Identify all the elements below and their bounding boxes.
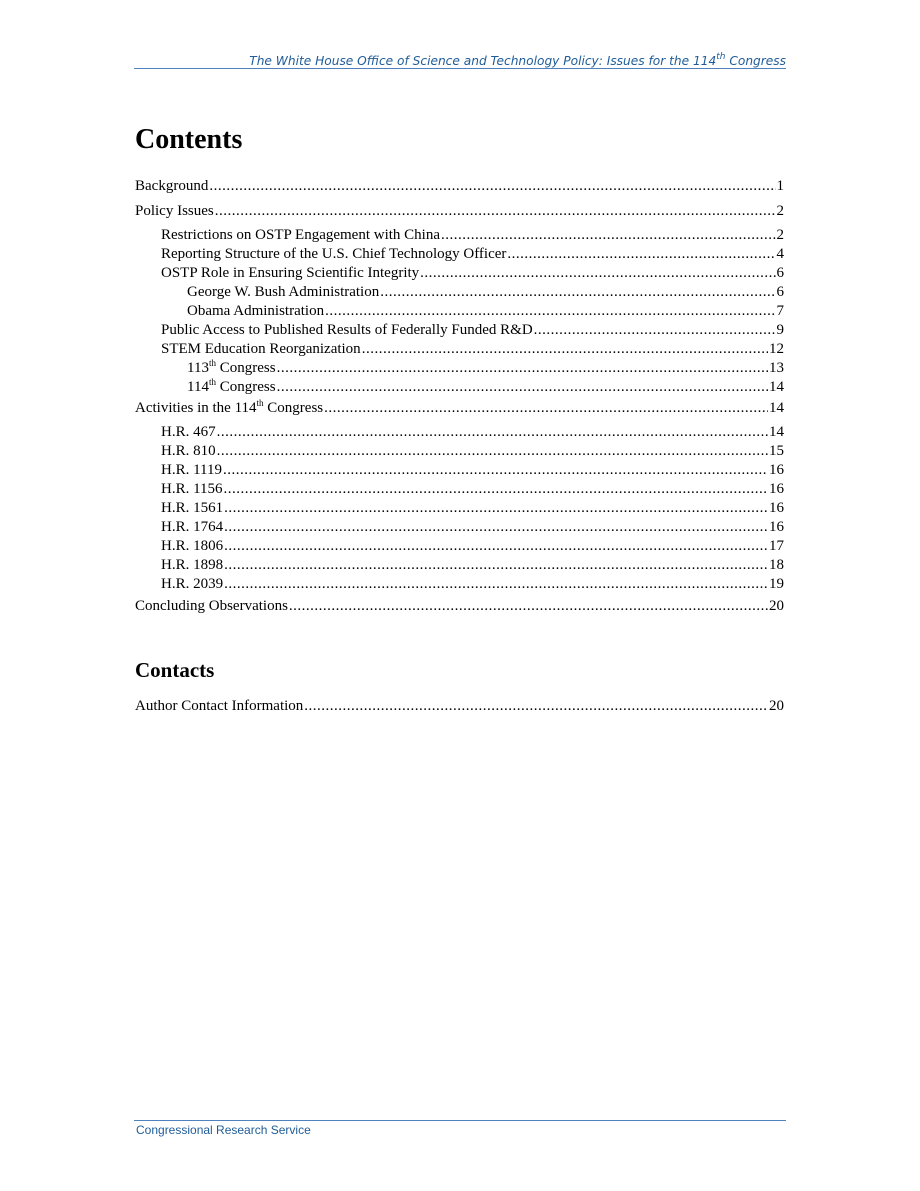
toc-entry-title: H.R. 1561 (161, 500, 224, 516)
toc-entry-title: H.R. 1806 (161, 538, 224, 554)
toc-entry-hr-1806[interactable] (135, 537, 784, 556)
toc-entry-cto-reporting[interactable] (135, 245, 784, 264)
toc-entry-title: H.R. 2039 (161, 576, 224, 592)
toc-leader (224, 537, 768, 556)
toc-entry-title: OSTP Role in Ensuring Scientific Integrity (161, 265, 420, 281)
toc-page-number: 13 (769, 360, 784, 376)
footer-source: Congressional Research Service (136, 1123, 311, 1137)
toc-page-number: 16 (769, 500, 784, 516)
toc-page-number: 17 (769, 538, 784, 554)
toc-entry-scientific-integrity[interactable] (135, 264, 784, 283)
toc-entry-title: H.R. 1764 (161, 519, 224, 535)
toc-leader (277, 378, 768, 397)
toc-leader (420, 264, 775, 283)
toc-leader (217, 442, 768, 461)
toc-leader (534, 321, 776, 340)
toc-entry-activities[interactable] (135, 399, 784, 418)
toc-entry-policy-issues[interactable] (135, 202, 784, 221)
toc-entry-title: 114th Congress (187, 377, 276, 395)
toc-entry-title: Activities in the 114th Congress (135, 398, 324, 416)
toc-page-number: 14 (769, 379, 784, 395)
header-title: The White House Office of Science and Technology Policy: Issues for the 114 (249, 54, 717, 68)
toc-entry-background[interactable] (135, 177, 784, 196)
toc-leader (224, 518, 768, 537)
toc-entry-hr-2039[interactable] (135, 575, 784, 594)
toc-leader (224, 556, 768, 575)
toc-entry-title: George W. Bush Administration (187, 284, 380, 300)
toc-entry-hr-467[interactable] (135, 423, 784, 442)
toc-entry-stem-reorganization[interactable] (135, 340, 784, 359)
toc-entry-title: Public Access to Published Results of Federally Funded R&D (161, 322, 533, 338)
toc-leader (277, 359, 768, 378)
toc-page-number: 15 (769, 443, 784, 459)
toc-page-number: 16 (769, 519, 784, 535)
toc-entry-hr-1119[interactable] (135, 461, 784, 480)
toc-page-number: 20 (769, 598, 784, 614)
toc-leader (380, 283, 775, 302)
toc-page-number: 18 (769, 557, 784, 573)
toc-page-number: 2 (776, 203, 784, 219)
toc-page-number: 2 (776, 227, 784, 243)
toc-entry-title: Concluding Observations (135, 598, 288, 614)
toc-entry-hr-1156[interactable] (135, 480, 784, 499)
toc-entry-title: H.R. 467 (161, 424, 216, 440)
toc-entry-public-access[interactable] (135, 321, 784, 340)
toc-entry-title: Policy Issues (135, 203, 214, 219)
toc-entry-concluding-observations[interactable] (135, 597, 784, 616)
toc-entry-obama-administration[interactable] (135, 302, 784, 321)
toc-page-number: 14 (769, 424, 784, 440)
toc-page-number: 12 (769, 341, 784, 357)
toc-entry-113th-congress[interactable] (135, 359, 784, 378)
toc-page-number: 6 (776, 284, 784, 300)
toc-entry-title: H.R. 1119 (161, 462, 222, 478)
toc-page-number: 20 (769, 698, 784, 714)
toc-leader (224, 480, 768, 499)
toc-leader (362, 340, 768, 359)
toc-leader (224, 575, 768, 594)
toc-entry-114th-congress[interactable] (135, 378, 784, 397)
toc-leader (223, 461, 768, 480)
toc-entry-title: H.R. 810 (161, 443, 216, 459)
toc-entry-title: Reporting Structure of the U.S. Chief Technology Officer (161, 246, 507, 262)
toc-entry-title: Restrictions on OSTP Engagement with China (161, 227, 441, 243)
toc-entry-hr-810[interactable] (135, 442, 784, 461)
toc-leader (507, 245, 775, 264)
toc-page-number: 16 (769, 462, 784, 478)
toc-entry-title: Author Contact Information (135, 698, 304, 714)
contents-heading: Contents (135, 124, 243, 155)
header-title-superscript: th (716, 52, 726, 62)
footer-rule (134, 1120, 786, 1121)
toc-page-number: 4 (776, 246, 784, 262)
toc-entry-bush-administration[interactable] (135, 283, 784, 302)
toc-entry-title: Background (135, 178, 209, 194)
toc-entry-china-engagement[interactable] (135, 226, 784, 245)
toc-page-number: 16 (769, 481, 784, 497)
toc-leader (224, 499, 768, 518)
toc-page-number: 14 (769, 400, 784, 416)
toc-leader (217, 423, 768, 442)
toc-leader (289, 597, 768, 616)
toc-entry-title: 113th Congress (187, 358, 276, 376)
toc-leader (441, 226, 775, 245)
toc-entry-title: H.R. 1156 (161, 481, 223, 497)
header-title-end: Congress (725, 54, 786, 68)
toc-leader (215, 202, 776, 221)
toc-entry-title: Obama Administration (187, 303, 325, 319)
toc-entry-hr-1898[interactable] (135, 556, 784, 575)
toc-page-number: 7 (776, 303, 784, 319)
toc-entry-hr-1764[interactable] (135, 518, 784, 537)
toc-entry-author-contact[interactable] (135, 697, 784, 716)
contacts-heading: Contacts (135, 658, 215, 682)
toc-page-number: 9 (776, 322, 784, 338)
toc-entry-hr-1561[interactable] (135, 499, 784, 518)
toc-page-number: 1 (776, 178, 784, 194)
toc-entry-title: H.R. 1898 (161, 557, 224, 573)
header-rule (134, 68, 786, 69)
toc-entry-title: STEM Education Reorganization (161, 341, 361, 357)
toc-page-number: 6 (776, 265, 784, 281)
toc-leader (324, 399, 768, 418)
toc-leader (325, 302, 775, 321)
toc-page-number: 19 (769, 576, 784, 592)
toc-leader (209, 177, 775, 196)
toc-leader (304, 697, 768, 716)
